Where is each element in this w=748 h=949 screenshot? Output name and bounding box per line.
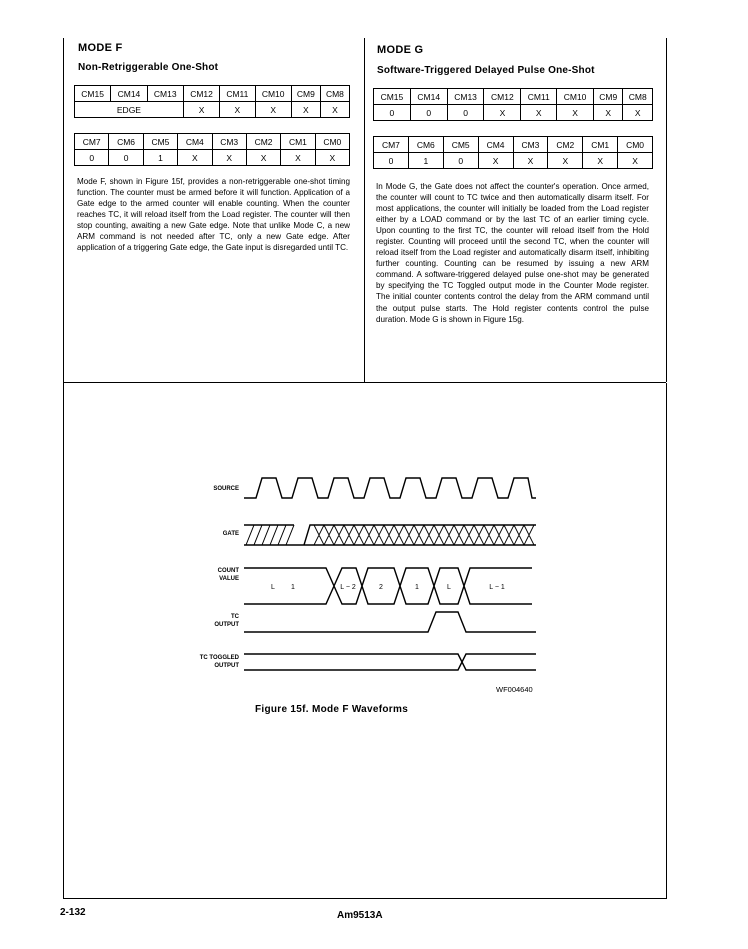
part-number: Am9513A (337, 910, 383, 921)
header-cell: CM1 (583, 137, 618, 153)
header-cell: CM2 (548, 137, 583, 153)
count-value-label: L (447, 584, 451, 591)
count-value-label: L (271, 584, 275, 591)
count-value-label: L − 2 (340, 584, 356, 591)
count-value-label: 1 (291, 584, 295, 591)
value-cell: 0 (75, 150, 109, 166)
value-cell: X (548, 153, 583, 169)
mode-g-description: In Mode G, the Gate does not affect the counter's operation. Once armed, the counter will count to TC twice and then automatically disarm itself. For most applications, the counter will initially be loaded from the Load register either by a LOAD command or by the last TC of an earlier timing cycle. Upon counting to the first TC, the counter will reload itself from the Hold register. Counting will proceed until the second TC, when the counter will reload itself from the Load register and automatically disarm itself, inhibiting further counting. Counting can be resumed by issuing a new ARM command. A software-triggered delayed pulse one-shot may be generated by specifying the TC Toggled output mode in the Counter Mode register. The initial counter contents control the delay from the ARM command until the output pulse starts. The Hold register contents control the pulse duration. Mode G is shown in Figure 15g. (376, 182, 649, 324)
mode-g-title: MODE G (377, 44, 424, 56)
header-cell: CM7 (75, 134, 109, 150)
value-cell: X (281, 150, 315, 166)
value-cell: X (183, 102, 219, 118)
value-cell: X (484, 105, 521, 121)
header-cell: CM14 (111, 86, 147, 102)
signal-label-toggled-output: OUTPUT (214, 663, 239, 669)
tc-toggled-waveform (244, 654, 536, 670)
count-value-label: 1 (415, 584, 419, 591)
value-cell: X (246, 150, 280, 166)
header-cell: CM12 (484, 89, 521, 105)
header-cell: CM0 (315, 134, 349, 150)
value-cell: 1 (143, 150, 177, 166)
mode-g-subtitle: Software-Triggered Delayed Pulse One-Shot (377, 65, 595, 76)
value-cell: X (557, 105, 594, 121)
figure-id: WF004640 (496, 685, 533, 694)
value-cell: 0 (447, 105, 484, 121)
value-cell: X (315, 150, 349, 166)
signal-label-value: VALUE (219, 576, 239, 582)
header-cell: CM4 (478, 137, 513, 153)
header-cell: CM7 (374, 137, 409, 153)
header-cell: CM13 (147, 86, 183, 102)
value-cell: 0 (109, 150, 143, 166)
header-cell: CM1 (281, 134, 315, 150)
signal-label-count: COUNT (217, 568, 239, 574)
header-cell: CM4 (178, 134, 212, 150)
value-cell: EDGE (75, 102, 184, 118)
header-cell: CM11 (220, 86, 255, 102)
signal-label-gate: GATE (222, 531, 239, 537)
signal-label-tc: TC (231, 614, 239, 620)
value-cell: X (220, 102, 255, 118)
page-number: 2-132 (60, 907, 86, 918)
signal-label-tc-toggled: TC TOGGLED (199, 655, 239, 661)
value-cell: X (513, 153, 548, 169)
header-cell: CM5 (443, 137, 478, 153)
header-cell: CM11 (521, 89, 557, 105)
signal-label-output: OUTPUT (214, 622, 239, 628)
count-value-label: L − 1 (489, 584, 505, 591)
count-value-label: 2 (379, 584, 383, 591)
gate-waveform (244, 525, 536, 545)
header-cell: CM3 (513, 137, 548, 153)
signal-label-source: SOURCE (213, 486, 239, 492)
header-cell: CM14 (410, 89, 447, 105)
mode-f-subtitle: Non-Retriggerable One-Shot (78, 62, 219, 73)
mode-f-description: Mode F, shown in Figure 15f, provides a non-retriggerable one-shot timing function. The counter must be armed before it will function. Application of a Gate edge to the armed counter will enable counting. When the counter reaches TC, it will reload itself from the Load register. The counter will then stop counting, awaiting a new Gate edge. Note that unlike Mode C, a new ARM command is not needed after TC, only a new Gate edge. After application of a triggering Gate edge, the Gate input is disregarded until TC. (77, 177, 350, 253)
value-cell: X (320, 102, 349, 118)
value-cell: 0 (374, 153, 409, 169)
header-cell: CM10 (557, 89, 594, 105)
header-cell: CM6 (408, 137, 443, 153)
value-cell: X (212, 150, 246, 166)
header-cell: CM9 (291, 86, 320, 102)
value-cell: 0 (374, 105, 411, 121)
header-cell: CM15 (75, 86, 111, 102)
value-cell: X (478, 153, 513, 169)
header-cell: CM5 (143, 134, 177, 150)
value-cell: 0 (410, 105, 447, 121)
mode-f-title: MODE F (78, 42, 123, 54)
header-cell: CM6 (109, 134, 143, 150)
value-cell: X (178, 150, 212, 166)
value-cell: X (618, 153, 653, 169)
value-cell: X (255, 102, 291, 118)
header-cell: CM12 (183, 86, 219, 102)
header-cell: CM9 (593, 89, 622, 105)
value-cell: 1 (408, 153, 443, 169)
value-cell: X (291, 102, 320, 118)
value-cell: X (583, 153, 618, 169)
source-waveform (244, 478, 536, 498)
value-cell: X (623, 105, 653, 121)
tc-output-waveform (244, 612, 536, 632)
header-cell: CM13 (447, 89, 484, 105)
header-cell: CM3 (212, 134, 246, 150)
header-cell: CM10 (255, 86, 291, 102)
header-cell: CM8 (320, 86, 349, 102)
header-cell: CM2 (246, 134, 280, 150)
header-cell: CM8 (623, 89, 653, 105)
header-cell: CM0 (618, 137, 653, 153)
value-cell: X (521, 105, 557, 121)
value-cell: 0 (443, 153, 478, 169)
figure-caption: Figure 15f. Mode F Waveforms (255, 704, 409, 715)
value-cell: X (593, 105, 622, 121)
header-cell: CM15 (374, 89, 411, 105)
